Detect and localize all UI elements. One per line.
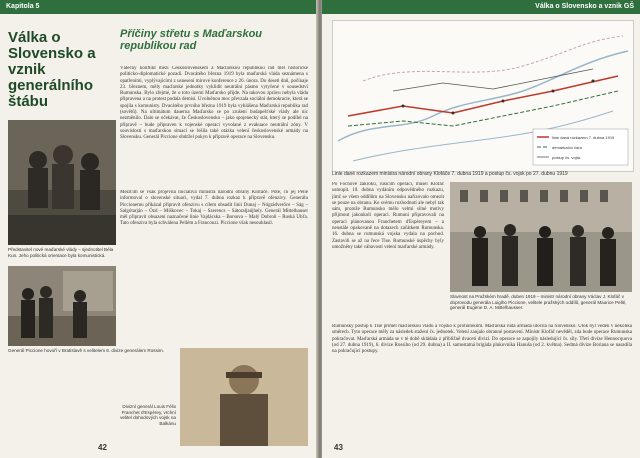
right-body-text-1: Po Fochově zákroku, rušícím operaci, musel Klofáč ustoupit. 10. dubna vydáním odpovědného rozkazu, jímž se všem oddílům na Slovensku nařizovalo omezit se pouze na obranu. Ke svému rozhodnutí ale nebyl tak sám, protože Rumunsko mělo velmi silné motivy přijmout jakoukoli operaci. Rumuni připravovali na operaci plánovanou Franchetem d'Espèreyem – a neustále opakovaně na dotazech začátkem Rumunska. 16. dubna se rumunská vojska vydala na pochod. Zastavili se až na řece Tise. Rumunské úspěchy byly umožněny také váhavostí velení maďarské armády. bbox=[332, 182, 444, 250]
right-page bbox=[322, 0, 640, 458]
map-legend-2: demarkační čára bbox=[552, 145, 582, 150]
map-legend-1: linie daná rozkazem 7. dubna 1919 bbox=[552, 135, 615, 140]
body-text-1: Válečný konflikt mezi Československem a Maďarskou republikou rad měl historické politicko-diplomatické pozadí. Dvacátého března 1919 byla maďarská vláda seznámena s opatřeními, vyplývajícími z usnesení mírové konference z 26. února. Do deseti dnů, počínaje 23. březnem, měly maďarské jednotky vyklidit neutrální pásmo vytyčené v sousedství Rumunska. Bylo zřejmé, že o toto území Maďarsko přijde. Na takovou zprávu nebyla vláda připravena a na protest podala demisi. Uvolněnou moc převzala sociální demokracie, která se spojila s komunisty. Dvacátého prvního března 1919 byla vyhlášena Maďarská republika rad (sovětů). Na ultimátum dauerna Maďarsko se po zrušení budapešťské vlády ale nic nezměnilo. Dalo se očekávat, že Československo – jako spojenecký stát, který se podílel na přípravě – bude připraven k vojenské operaci vyvolané z evakuace neutrální zóny. V souvislosti s maďarskou situací se řešila také otázka velení československé armády na Slovensku. Generál Piccione obdržel pokyn k přípravě operace na Slovensku. bbox=[120, 66, 308, 141]
campaign-map bbox=[332, 20, 634, 172]
map-legend-3: postup čs. vojsk bbox=[552, 155, 581, 160]
right-body-text-2: Rumunský postup k Tise přiměl maďarskou vládu a vojsko k protiútokům. Maďarská rudá armáda útočila na Slovensko. Útok byl veden v několika směrech. Tyto operace měly za následek stažení čs. jednotek. Velení zaujalo obranné postavení. Ministr Klofáč nevěděl, zda bude operace Rumunska pokračovat. Maďarská armáda se v té době skládala z přibližně dvaceti divizí. Do operace se zapojily následující čs. síly. Třetí divize Hennocquova (od 27. dubna 1919), 6. divize Rossiho (od 29. dubna) a II. samostatná brigáda plukovníka Hanuša (od 2. května). Sedmá divize Boriana se nasadila na pokračující postupy. bbox=[332, 324, 632, 355]
photo-prague-castle bbox=[450, 182, 632, 292]
photo-bela-kun bbox=[8, 120, 116, 245]
photo3-caption: Divizní generál Louis Félix Franchet d'Espèrey, vrchní velitel dohodových vojsk na Balkánu bbox=[120, 404, 176, 426]
right-page-number: 43 bbox=[334, 443, 343, 452]
chapter-header: Kapitola 5 bbox=[0, 0, 318, 14]
photo-piccione-bratislava bbox=[8, 266, 116, 346]
photo2-caption: Generál Piccione hovoří v Bratislavě s velitelem 6. divize generálem Rossim. bbox=[8, 348, 164, 353]
body-text-2: Meziťím se však projevila iniciativa ministra národní obrany Klofáče. Poté, co jej Pellé informoval o slovenské situaci, vydal 7. dubna rozkaz k přípravě ofenzivy. Generálu Piccionemu přikázal připravit ofenzivu s cílem obsadit linii Dunaj – Nógrádverőce – Ság – Salgótarján – Ózd – Miškovec – Tokaj – Szerencs – Sátoraljaújhely. Generál Mittelhauser měl připravit obsazení naznačené linie Vajdácska – Borsova – Malý Dobroň – Ruská Ubľa. Tato ofenziva byla schválena Pellém a Francouzi. Piccione však nesouhlasil. bbox=[120, 190, 308, 227]
map-caption: Linie dané rozkazem ministra národní obrany Klofáče 7. dubna 1919 a postup čs. vojsk po 27. dubnu 1919 bbox=[332, 171, 568, 177]
left-page-number: 42 bbox=[98, 443, 107, 452]
article-subtitle: Příčiny střetu s Maďarskou republikou rad bbox=[120, 28, 263, 52]
section-header: Válka o Slovensko a vznik GŠ bbox=[322, 0, 640, 14]
photo-franchet-desperey bbox=[180, 348, 308, 446]
photo-prague-caption: Slavnost na Pražském hradě, duben 1919 – ministr národní obrany Václav J. Klofáč v doprovodu generála Luigiho Piccione, velitele pražských oddílů, generál Maurice Pellé, generál Eugène D. A. Mittelhausser. bbox=[450, 294, 627, 311]
left-page bbox=[0, 0, 318, 458]
photo1-caption: Představitel nové maďarské vlády – sjednotitel Béla Kun. Jeho politická orientace byla komunistická. bbox=[8, 247, 114, 258]
article-title: Válka o Slovensko a vznik generálního štábu bbox=[8, 29, 96, 110]
